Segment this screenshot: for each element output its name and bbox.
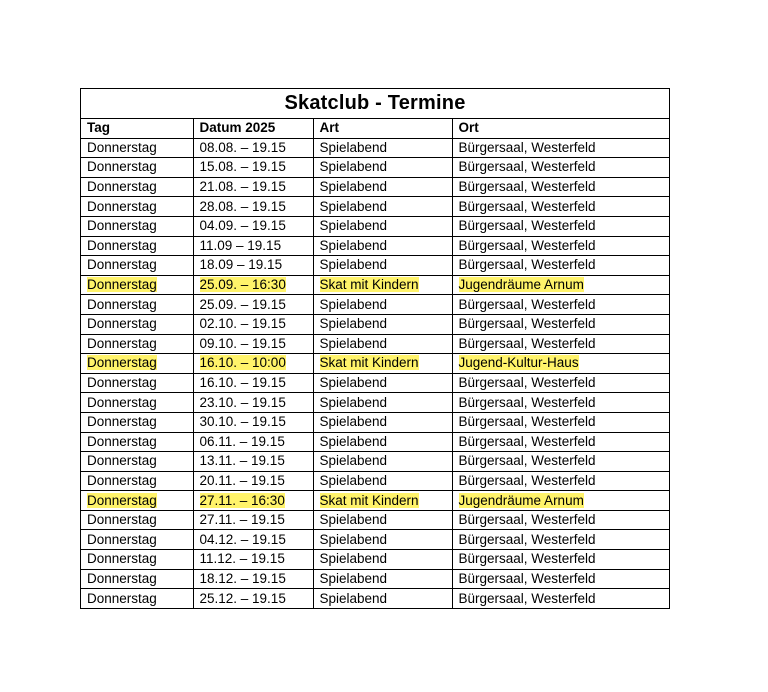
cell-tag [81,334,193,354]
cell-datum [193,393,313,413]
cell-ort [452,197,669,217]
cell-art-text: Skat mit Kindern [319,277,419,293]
cell-art [313,354,452,374]
table-row [81,334,669,354]
cell-datum [193,177,313,197]
table-row [81,412,669,432]
cell-tag-text: Donnerstag [87,433,157,449]
cell-datum [193,412,313,432]
cell-art-text: Spielabend [319,316,388,332]
cell-datum-text: 08.08. – 19.15 [199,139,286,155]
cell-art-text: Spielabend [319,531,388,547]
cell-ort [452,471,669,491]
cell-ort-text: Bürgersaal, Westerfeld [458,139,596,155]
cell-datum-text: 16.10. – 10:00 [199,355,286,371]
cell-tag [81,236,193,256]
cell-ort [452,589,669,608]
cell-ort-text: Bürgersaal, Westerfeld [458,551,596,567]
cell-ort [452,295,669,315]
cell-art [313,373,452,393]
cell-ort-text: Bürgersaal, Westerfeld [458,198,596,214]
cell-tag [81,177,193,197]
cell-art-text: Spielabend [319,414,388,430]
table-row [81,510,669,530]
cell-tag-text: Donnerstag [87,590,157,606]
cell-datum-text: 09.10. – 19.15 [199,335,286,351]
cell-tag [81,373,193,393]
cell-art-text: Spielabend [319,159,388,175]
cell-ort [452,314,669,334]
cell-tag [81,550,193,570]
cell-art-text: Spielabend [319,570,388,586]
cell-tag-text: Donnerstag [87,159,157,175]
cell-datum [193,334,313,354]
table-row [81,158,669,178]
table-row [81,354,669,374]
cell-tag [81,197,193,217]
cell-datum-text: 25.09. – 19.15 [199,296,286,312]
cell-art [313,471,452,491]
cell-tag [81,314,193,334]
cell-art-text: Spielabend [319,512,388,528]
cell-datum [193,314,313,334]
cell-ort-text: Jugend-Kultur-Haus [458,355,579,371]
cell-art-text: Spielabend [319,551,388,567]
cell-ort [452,569,669,589]
cell-datum-text: 06.11. – 19.15 [199,433,285,449]
cell-tag [81,256,193,276]
cell-ort [452,452,669,472]
cell-ort [452,412,669,432]
table-row [81,314,669,334]
cell-datum-text: 11.12. – 19.15 [199,551,285,567]
cell-ort [452,177,669,197]
cell-ort-text: Bürgersaal, Westerfeld [458,296,596,312]
cell-art-text: Spielabend [319,139,388,155]
cell-datum [193,197,313,217]
cell-ort [452,530,669,550]
cell-ort-text: Jugendräume Arnum [458,277,584,293]
cell-datum [193,158,313,178]
cell-tag-text: Donnerstag [87,472,157,488]
cell-art [313,314,452,334]
cell-datum [193,550,313,570]
cell-art [313,452,452,472]
column-header-tag: Tag [81,119,193,138]
cell-datum [193,510,313,530]
cell-ort [452,256,669,276]
cell-art [313,393,452,413]
cell-art-text: Spielabend [319,394,388,410]
cell-ort [452,138,669,158]
cell-art-text: Spielabend [319,179,388,195]
cell-tag-text: Donnerstag [87,335,157,351]
cell-datum-text: 30.10. – 19.15 [199,414,286,430]
cell-tag [81,471,193,491]
cell-datum-text: 25.12. – 19.15 [199,590,286,606]
cell-ort-text: Bürgersaal, Westerfeld [458,453,596,469]
cell-ort-text: Bürgersaal, Westerfeld [458,335,596,351]
cell-art [313,256,452,276]
cell-tag-text: Donnerstag [87,551,157,567]
cell-tag-text: Donnerstag [87,355,157,371]
cell-datum-text: 13.11. – 19.15 [199,453,285,469]
table-row [81,177,669,197]
cell-tag [81,354,193,374]
table-row [81,275,669,295]
table-row [81,471,669,491]
cell-tag [81,432,193,452]
cell-tag [81,589,193,608]
cell-datum [193,256,313,276]
table-row [81,373,669,393]
cell-art-text: Spielabend [319,335,388,351]
cell-art-text: Spielabend [319,453,388,469]
cell-ort [452,216,669,236]
cell-datum [193,530,313,550]
cell-tag [81,275,193,295]
cell-ort-text: Bürgersaal, Westerfeld [458,257,596,273]
table-row [81,236,669,256]
table-row [81,432,669,452]
cell-tag-text: Donnerstag [87,512,157,528]
table-row [81,550,669,570]
cell-art-text: Spielabend [319,198,388,214]
cell-art [313,275,452,295]
table-row [81,491,669,511]
column-header-ort: Ort [452,119,669,138]
cell-ort-text: Bürgersaal, Westerfeld [458,237,596,253]
cell-art-text: Skat mit Kindern [319,355,419,371]
cell-art-text: Spielabend [319,218,388,234]
cell-art [313,177,452,197]
cell-datum-text: 11.09 – 19.15 [199,237,282,253]
table-row [81,452,669,472]
column-header-art: Art [313,119,452,138]
cell-tag [81,452,193,472]
cell-tag-text: Donnerstag [87,531,157,547]
cell-ort-text: Bürgersaal, Westerfeld [458,414,596,430]
cell-ort [452,275,669,295]
cell-ort [452,491,669,511]
cell-art [313,158,452,178]
cell-tag-text: Donnerstag [87,492,157,508]
cell-datum [193,491,313,511]
cell-datum [193,569,313,589]
cell-tag [81,158,193,178]
cell-datum [193,432,313,452]
cell-ort [452,393,669,413]
table-row [81,256,669,276]
cell-art-text: Spielabend [319,433,388,449]
cell-datum [193,138,313,158]
cell-tag [81,216,193,236]
cell-tag-text: Donnerstag [87,570,157,586]
cell-ort [452,550,669,570]
cell-ort [452,158,669,178]
cell-tag-text: Donnerstag [87,179,157,195]
cell-ort-text: Bürgersaal, Westerfeld [458,472,596,488]
cell-datum-text: 04.09. – 19.15 [199,218,286,234]
cell-art-text: Spielabend [319,472,388,488]
cell-art [313,589,452,608]
cell-datum-text: 15.08. – 19.15 [199,159,286,175]
cell-tag-text: Donnerstag [87,218,157,234]
cell-datum-text: 27.11. – 16:30 [199,492,285,508]
cell-tag-text: Donnerstag [87,453,157,469]
cell-art-text: Spielabend [319,375,388,391]
table-row [81,530,669,550]
cell-datum-text: 04.12. – 19.15 [199,531,286,547]
table-row [81,569,669,589]
column-header-datum: Datum 2025 [193,119,313,138]
cell-art-text: Spielabend [319,257,388,273]
cell-datum-text: 20.11. – 19.15 [199,472,285,488]
cell-art-text: Skat mit Kindern [319,492,419,508]
table-row [81,393,669,413]
cell-ort-text: Bürgersaal, Westerfeld [458,394,596,410]
cell-tag-text: Donnerstag [87,375,157,391]
table-row [81,295,669,315]
cell-ort-text: Bürgersaal, Westerfeld [458,433,596,449]
cell-tag-text: Donnerstag [87,296,157,312]
cell-datum [193,589,313,608]
cell-art [313,138,452,158]
cell-tag [81,295,193,315]
cell-tag-text: Donnerstag [87,257,157,273]
cell-datum-text: 25.09. – 16:30 [199,277,286,293]
cell-art [313,295,452,315]
cell-tag-text: Donnerstag [87,316,157,332]
cell-art [313,412,452,432]
cell-datum-text: 18.12. – 19.15 [199,570,286,586]
cell-datum-text: 21.08. – 19.15 [199,179,286,195]
cell-datum [193,295,313,315]
cell-datum [193,373,313,393]
table-row [81,589,669,608]
cell-art [313,334,452,354]
cell-art [313,510,452,530]
cell-datum-text: 27.11. – 19.15 [199,512,285,528]
cell-ort-text: Bürgersaal, Westerfeld [458,316,596,332]
cell-art-text: Spielabend [319,237,388,253]
cell-ort-text: Bürgersaal, Westerfeld [458,590,596,606]
cell-tag-text: Donnerstag [87,139,157,155]
cell-ort [452,334,669,354]
cell-tag-text: Donnerstag [87,277,157,293]
cell-ort-text: Bürgersaal, Westerfeld [458,531,596,547]
cell-art [313,432,452,452]
cell-art [313,197,452,217]
cell-art [313,550,452,570]
cell-tag [81,491,193,511]
cell-art [313,236,452,256]
cell-ort-text: Bürgersaal, Westerfeld [458,179,596,195]
table-header-row [81,119,669,138]
cell-tag-text: Donnerstag [87,394,157,410]
cell-ort [452,510,669,530]
cell-art [313,530,452,550]
table-body [81,138,669,608]
schedule-sheet [80,88,670,609]
cell-datum-text: 02.10. – 19.15 [199,316,286,332]
cell-datum-text: 28.08. – 19.15 [199,198,286,214]
cell-ort [452,354,669,374]
cell-datum [193,354,313,374]
cell-ort-text: Bürgersaal, Westerfeld [458,375,596,391]
cell-tag [81,530,193,550]
cell-ort-text: Jugendräume Arnum [458,492,584,508]
table-row [81,138,669,158]
cell-datum-text: 16.10. – 19.15 [199,375,286,391]
cell-art-text: Spielabend [319,590,388,606]
cell-ort [452,432,669,452]
cell-datum [193,471,313,491]
cell-datum [193,275,313,295]
schedule-title: Skatclub - Termine [81,89,669,119]
cell-datum-text: 23.10. – 19.15 [199,394,286,410]
cell-tag [81,393,193,413]
cell-ort [452,236,669,256]
cell-tag [81,138,193,158]
cell-datum [193,452,313,472]
cell-art [313,491,452,511]
cell-tag [81,569,193,589]
cell-art-text: Spielabend [319,296,388,312]
table-row [81,216,669,236]
cell-ort-text: Bürgersaal, Westerfeld [458,570,596,586]
cell-ort [452,373,669,393]
cell-ort-text: Bürgersaal, Westerfeld [458,159,596,175]
cell-datum [193,236,313,256]
cell-tag-text: Donnerstag [87,414,157,430]
cell-datum [193,216,313,236]
cell-art [313,569,452,589]
cell-ort-text: Bürgersaal, Westerfeld [458,218,596,234]
cell-tag-text: Donnerstag [87,198,157,214]
cell-ort-text: Bürgersaal, Westerfeld [458,512,596,528]
cell-tag-text: Donnerstag [87,237,157,253]
cell-tag [81,412,193,432]
table-row [81,197,669,217]
cell-art [313,216,452,236]
cell-datum-text: 18.09 – 19.15 [199,257,283,273]
schedule-table [81,119,669,608]
cell-tag [81,510,193,530]
